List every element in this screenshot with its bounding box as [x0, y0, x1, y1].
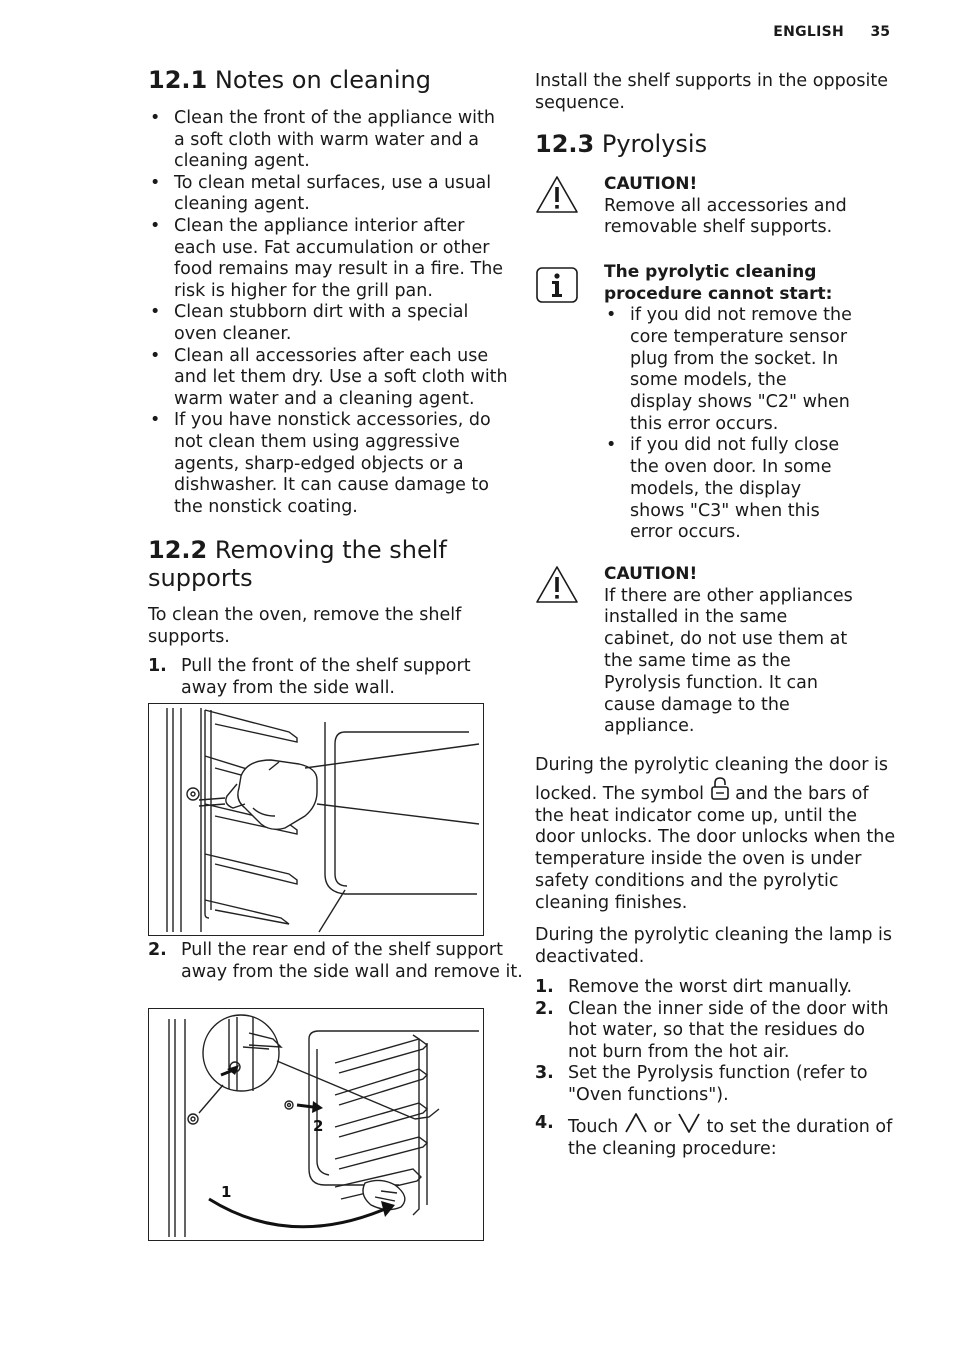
caution-note-2 — [535, 564, 895, 744]
chevron-up-icon — [624, 1112, 648, 1134]
shelf-support-front-illustration — [149, 704, 483, 935]
paragraph-text: and the bars of the heat indicator come up, until the door unlocks. The door unlocks when the temperature inside the oven is under safety conditions and the pyrolytic cleaning finishes. — [535, 783, 896, 913]
pyrolysis-paragraph-2: During the pyrolytic cleaning the lamp is deactivated. — [535, 925, 893, 967]
figure-label-2: 2 — [313, 1117, 324, 1135]
step-item — [535, 977, 897, 999]
warning-icon — [535, 564, 579, 606]
page-number: 35 — [870, 24, 890, 40]
step-text: or — [653, 1117, 672, 1137]
info-title: The pyrolytic cleaning procedure cannot start: — [604, 262, 833, 304]
step-item-4 — [535, 1112, 908, 1160]
step-text: Set the Pyrolysis function (refer to "Oven functions"). — [568, 1063, 868, 1105]
info-list — [604, 305, 854, 544]
info-icon — [535, 266, 579, 306]
list-item: • if you did not fully close the oven door. In some models, the display shows "C3" when this error occurs. — [604, 435, 854, 544]
list-item: • Clean the appliance interior after each use. Fat accumulation or other food remains may result in a fire. The risk is higher for the grill pan. — [148, 216, 508, 302]
step-text: Remove the worst dirt manually. — [568, 977, 853, 997]
caution-body — [604, 174, 894, 239]
cleaning-notes-list — [148, 108, 508, 518]
section-12-3-heading — [535, 130, 895, 158]
step-text: to set the duration of the cleaning procedure: — [568, 1117, 893, 1159]
section-12-1-heading — [148, 66, 528, 94]
warning-icon — [535, 174, 579, 216]
list-item: • Clean stubborn dirt with a special oven cleaner. — [148, 302, 508, 345]
step-number: 1. — [148, 656, 167, 676]
install-paragraph: Install the shelf supports in the opposite sequence. — [535, 71, 888, 113]
step-1 — [148, 656, 501, 699]
list-item: • If you have nonstick accessories, do not clean them using aggressive agents, sharp-edged objects or a dishwasher. It can cause damage to the nonstick coating. — [148, 410, 508, 518]
list-item: • To clean metal surfaces, use a usual cleaning agent. — [148, 173, 508, 216]
shelf-support-removal-illustration — [149, 1009, 483, 1240]
step-text: Pull the rear end of the shelf support away from the side wall and remove it. — [181, 940, 523, 982]
list-item: • if you did not remove the core temperature sensor plug from the socket. In some models, the display shows "C2" when this error occurs. — [604, 305, 854, 435]
section-number: 12.2 — [148, 536, 208, 564]
list-item: • Clean the front of the appliance with a soft cloth with warm water and a cleaning agent. — [148, 108, 508, 173]
step-number: 2. — [148, 940, 167, 960]
section-number: 12.1 — [148, 66, 208, 94]
section-12-2-heading — [148, 536, 508, 592]
section-title: Pyrolysis — [601, 130, 708, 158]
step-text: Touch — [568, 1117, 619, 1137]
step-2 — [148, 940, 537, 983]
section-title: Notes on cleaning — [214, 66, 431, 94]
figure-label-1: 1 — [221, 1183, 232, 1201]
step-number: 4. — [535, 1113, 554, 1133]
header-language: ENGLISH — [773, 24, 845, 40]
section-number: 12.3 — [535, 130, 595, 158]
chevron-down-icon — [677, 1112, 701, 1134]
step-number: 3. — [535, 1063, 554, 1084]
section-title-line2: supports — [148, 564, 253, 592]
paragraph-text: During the pyrolytic cleaning the door is locked. The symbol — [535, 755, 889, 804]
step-number: 1. — [535, 977, 554, 997]
page-header — [773, 24, 890, 40]
lock-icon — [710, 777, 730, 801]
caution-body — [604, 564, 854, 738]
pyrolysis-paragraph-1 — [535, 755, 897, 915]
caution-note-1 — [535, 174, 895, 244]
caution-text: If there are other appliances installed in the same cabinet, do not use them at the same time as the Pyrolysis function. It can cause damage to the appliance. — [604, 585, 853, 737]
list-item: • Clean all accessories after each use and let them dry. Use a soft cloth with warm water and a cleaning agent. — [148, 346, 508, 411]
info-note — [535, 262, 895, 552]
caution-title: CAUTION! — [604, 564, 698, 584]
section-title: Removing the shelf — [214, 536, 447, 564]
caution-title: CAUTION! — [604, 174, 698, 194]
intro-paragraph: To clean the oven, remove the shelf supports. — [148, 605, 462, 647]
step-text: Pull the front of the shelf support away from the side wall. — [181, 656, 471, 698]
figure-remove-shelf-support — [148, 1008, 484, 1241]
step-text: Clean the inner side of the door with hot water, so that the residues do not burn from the hot air. — [568, 998, 889, 1062]
info-body — [604, 262, 894, 544]
step-item — [535, 999, 897, 1064]
step-item — [535, 1063, 897, 1106]
caution-text: Remove all accessories and removable shelf supports. — [604, 195, 847, 238]
figure-pull-front-shelf-support — [148, 703, 484, 936]
step-number: 2. — [535, 998, 554, 1019]
pyrolysis-steps — [535, 977, 897, 1107]
